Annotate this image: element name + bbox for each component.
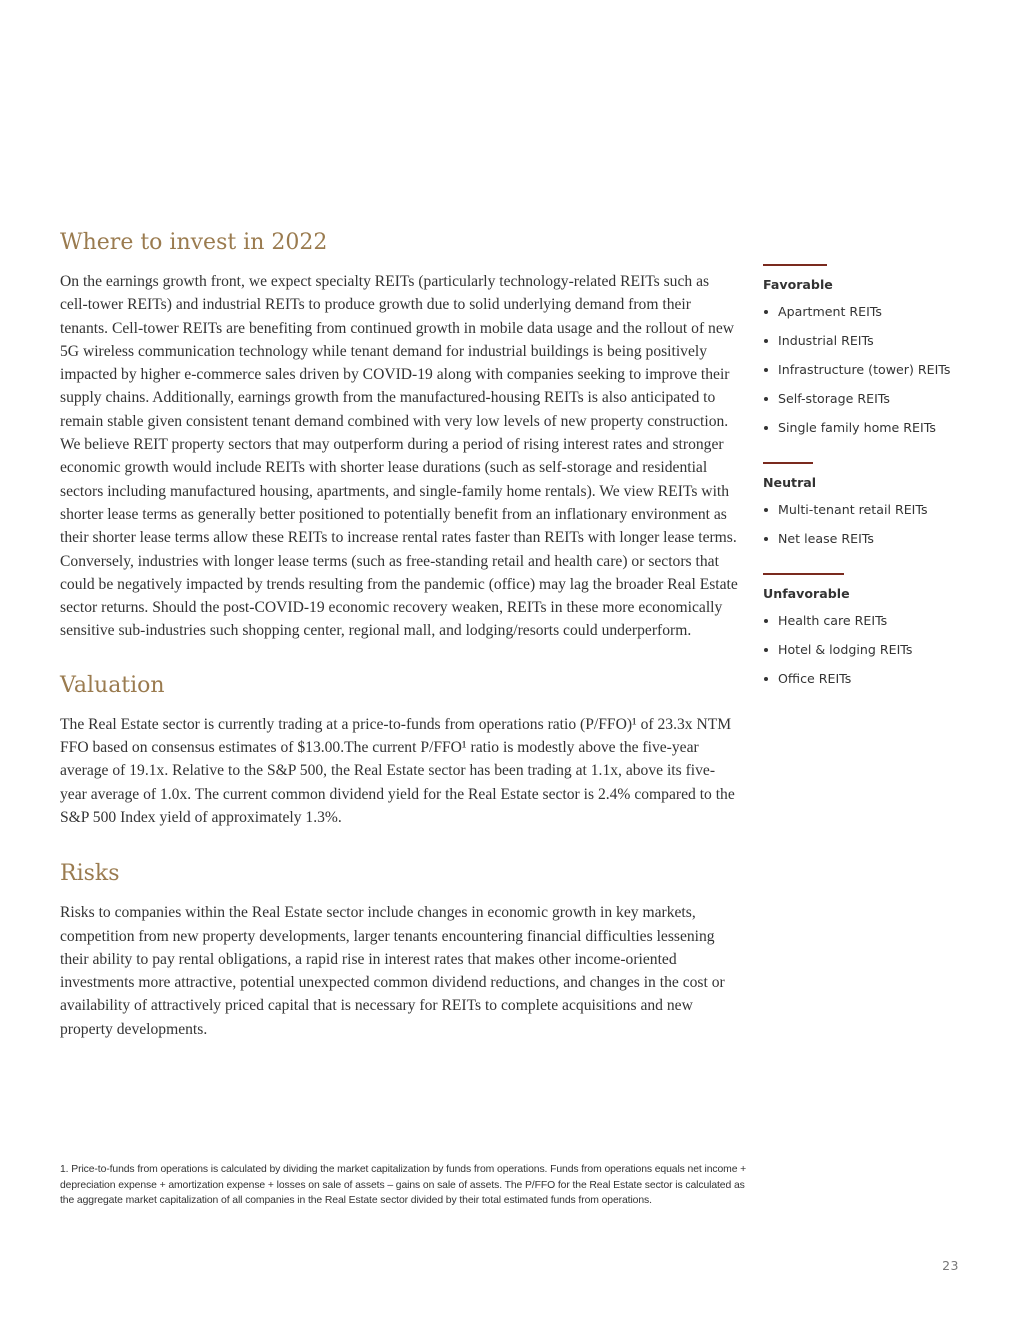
sector-outlook-sidebar — [763, 264, 983, 700]
neutral-group — [763, 462, 983, 547]
favorable-rule — [763, 264, 827, 266]
section-body: On the earnings growth front, we expect specialty REITs (particularly technology-related REITs such as cell-tower REITs) and industrial REITs to produce growth due to solid underlying demand from their tenants. Cell-tower REITs are benefiting from continued growth in mobile data usage and the rollout of new 5G wireless communication technology while tenant demand for industrial buildings is being positively impacted by higher e-commerce sales driven by COVID-19 along with companies seeking to improve their supply chains. Additionally, earnings growth from the manufactured-housing REITs is also anticipated to remain stable given consistent tenant demand combined with very low levels of new property construction. We believe REIT property sectors that may outperform during a period of rising interest rates and stronger economic growth would include REITs with shorter lease durations (such as self-storage and residential sectors including manufactured housing, apartments, and single-family home rentals). We view REITs with shorter lease terms as generally better positioned to potentially benefit from an inflationary environment as their shorter lease terms allow these REITs to increase rental rates faster than REITs with longer lease terms. Conversely, industries with longer lease terms (such as free-standing retail and health care) or sectors that could be negatively impacted by trends resulting from the pandemic (office) may lag the broader Real Estate sector returns. Should the post-COVID-19 economic recovery weaken, REITs in these more economically sensitive sub-industries such shopping center, regional mall, and lodging/resorts could underperform. — [60, 273, 738, 640]
footnote: 1. Price-to-funds from operations is calculated by dividing the market capitalization by funds from operations. Funds from operations equals net income + depreciation expense + amortization expense + losses on sale of assets – gains on sale of assets. The P/FFO for the Real Estate sector is calculated as the aggregate market capitalization of all companies in the Real Estate sector divided by their total estimated funds from operations. — [60, 1164, 747, 1206]
page-number: 23 — [942, 1258, 959, 1273]
list-item: Single family home REITs — [763, 420, 983, 436]
list-item: Self-storage REITs — [763, 391, 983, 407]
list-item: Net lease REITs — [763, 531, 983, 547]
list-item: Multi-tenant retail REITs — [763, 502, 983, 518]
list-item: Hotel & lodging REITs — [763, 642, 983, 658]
unfavorable-list — [763, 613, 983, 687]
section-heading: Risks — [60, 861, 120, 887]
section-body: Risks to companies within the Real Estate sector include changes in economic growth in key markets, competition from new property developments, larger tenants encountering financial difficulties lessening their ability to pay rental obligations, a rapid rise in interest rates that makes other income-oriented investments more attractive, potential unexpected common dividend reductions, and changes in the cost or availability of attractively priced capital that is necessary for REITs to complete acquisitions and new property developments. — [60, 904, 725, 1038]
group-title: Favorable — [763, 277, 833, 292]
list-item: Infrastructure (tower) REITs — [763, 362, 983, 378]
unfavorable-group — [763, 573, 983, 687]
unfavorable-rule — [763, 573, 844, 575]
list-item: Office REITs — [763, 671, 983, 687]
neutral-list — [763, 502, 983, 547]
group-title: Neutral — [763, 475, 817, 490]
list-item: Health care REITs — [763, 613, 983, 629]
group-title: Unfavorable — [763, 586, 850, 601]
neutral-rule — [763, 462, 813, 464]
section-where-to-invest — [60, 228, 740, 643]
favorable-list — [763, 304, 983, 436]
favorable-group — [763, 264, 983, 436]
section-heading: Valuation — [60, 672, 165, 698]
main-column — [60, 228, 740, 1041]
list-item: Industrial REITs — [763, 333, 983, 349]
section-risks — [60, 859, 740, 1041]
section-valuation — [60, 671, 740, 829]
section-body: The Real Estate sector is currently trading at a price-to-funds from operations ratio (P/FFO)¹ of 23.3x NTM FFO based on consensus estimates of $13.00.The current P/FFO¹ ratio is modestly above the five-year average of 19.1x. Relative to the S&P 500, the Real Estate sector has been trading at 1.1x, above its five-year average of 1.0x. The current common dividend yield for the Real Estate sector is 2.4% compared to the S&P 500 Index yield of approximately 1.3%. — [60, 715, 735, 826]
list-item: Apartment REITs — [763, 304, 983, 320]
section-heading: Where to invest in 2022 — [60, 230, 328, 255]
